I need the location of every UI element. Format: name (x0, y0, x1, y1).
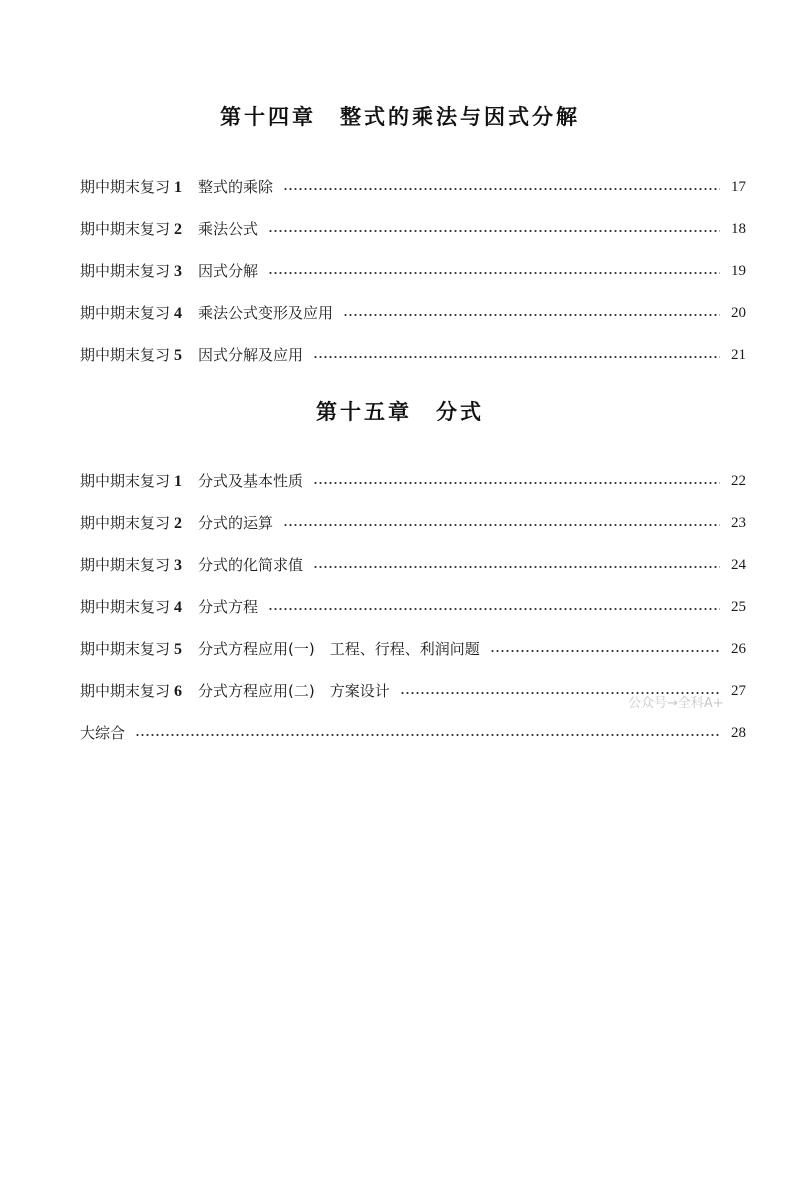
toc-entry[interactable] (80, 208, 746, 250)
toc-entry-page: 22 (731, 473, 746, 489)
toc-entry-page: 23 (731, 515, 746, 531)
toc-entry-prefix: 期中期末复习 1 (80, 177, 183, 196)
toc-entry[interactable] (80, 334, 746, 376)
toc-entry-prefix: 期中期末复习 1 (80, 471, 183, 490)
dot-leader (313, 482, 720, 484)
toc-entry-label: 分式的运算 (198, 514, 274, 532)
toc-entry[interactable] (80, 460, 746, 502)
toc-entry[interactable] (80, 502, 746, 544)
toc-entry-prefix: 期中期末复习 4 (80, 303, 183, 322)
toc-entry-prefix: 期中期末复习 2 (80, 219, 183, 238)
toc-entry-page: 20 (731, 305, 746, 321)
toc-entry-label: 分式方程应用(一) 工程、行程、利润问题 (198, 640, 480, 658)
toc-entry-prefix: 期中期末复习 5 (80, 639, 183, 658)
toc-entry-page: 21 (731, 347, 746, 363)
toc-entry-page: 26 (731, 641, 746, 657)
toc-entry-label: 乘法公式 (198, 220, 259, 238)
dot-leader (283, 188, 720, 190)
toc-entry-page: 24 (731, 557, 746, 573)
toc-entry[interactable] (80, 628, 746, 670)
toc-entry-page: 19 (731, 263, 746, 279)
toc-entry-page: 17 (731, 179, 746, 195)
dot-leader (343, 314, 720, 316)
toc-entry[interactable] (80, 166, 746, 208)
dot-leader (135, 734, 720, 736)
toc-entry-prefix: 期中期末复习 6 (80, 681, 183, 700)
toc-entry-page: 28 (731, 725, 746, 741)
toc-entry-page: 18 (731, 221, 746, 237)
dot-leader (313, 566, 720, 568)
dot-leader (268, 230, 720, 232)
toc-entry-prefix: 期中期末复习 4 (80, 597, 183, 616)
dot-leader (313, 356, 720, 358)
toc-entry-label: 分式方程 (198, 598, 259, 616)
toc-entry-label: 大综合 (80, 724, 126, 742)
toc-entry-comprehensive[interactable] (80, 712, 746, 754)
toc-entry[interactable] (80, 250, 746, 292)
toc-entry-prefix: 期中期末复习 3 (80, 555, 183, 574)
toc-entry[interactable] (80, 544, 746, 586)
dot-leader (268, 272, 720, 274)
toc-entry-label: 乘法公式变形及应用 (198, 304, 334, 322)
watermark-text: 公众号→全科A+ (628, 696, 724, 711)
dot-leader (283, 524, 720, 526)
toc-entry-label: 分式及基本性质 (198, 472, 304, 490)
toc-entry[interactable] (80, 292, 746, 334)
toc-entry-label: 分式方程应用(二) 方案设计 (198, 682, 390, 700)
toc-entry-prefix: 期中期末复习 2 (80, 513, 183, 532)
chapter-15-title: 第十五章 分式 (316, 399, 484, 424)
toc-entry-label: 整式的乘除 (198, 178, 274, 196)
dot-leader (490, 650, 720, 652)
chapter-14-title: 第十四章 整式的乘法与因式分解 (220, 104, 580, 129)
dot-leader (268, 608, 720, 610)
toc-entry-page: 27 (731, 683, 746, 699)
toc-entry[interactable] (80, 586, 746, 628)
toc-entry-page: 25 (731, 599, 746, 615)
toc-entry-label: 分式的化简求值 (198, 556, 304, 574)
toc-entry-prefix: 期中期末复习 5 (80, 345, 183, 364)
toc-entry-prefix: 期中期末复习 3 (80, 261, 183, 280)
toc-entry-label: 因式分解及应用 (198, 346, 304, 364)
chapter-14-toc (80, 166, 746, 376)
toc-entry-label: 因式分解 (198, 262, 259, 280)
